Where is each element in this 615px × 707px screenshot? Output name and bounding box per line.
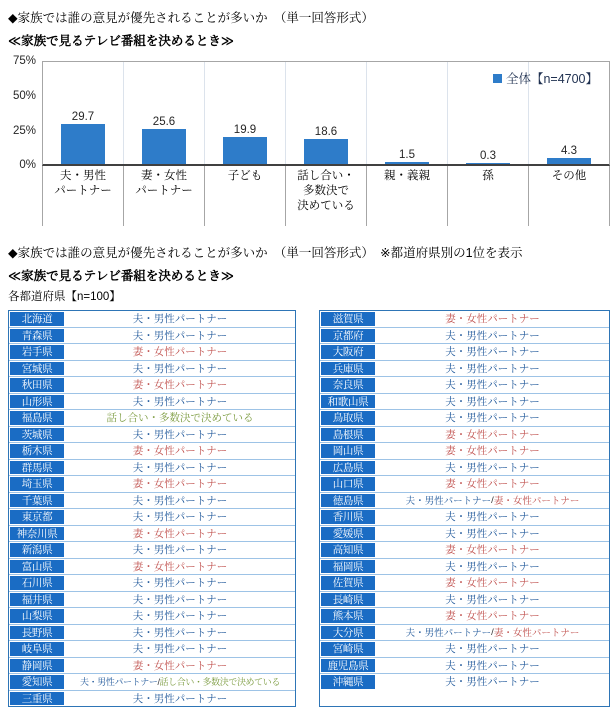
top-answer <box>376 344 609 360</box>
top-answer <box>65 427 295 443</box>
prefecture-name: 岐阜県 <box>9 641 65 657</box>
top-answer <box>65 575 295 591</box>
answer-segment: 夫・男性パートナー <box>445 412 540 425</box>
prefecture-name: 福島県 <box>9 410 65 426</box>
table-row <box>9 592 295 609</box>
table-row <box>320 394 609 411</box>
bar <box>385 162 428 164</box>
legend-label: 全体【n=4700】 <box>505 72 598 86</box>
table-row <box>9 575 295 592</box>
table-row <box>320 443 609 460</box>
answer-segment: 夫・男性パートナー <box>132 610 228 623</box>
prefecture-name: 鹿児島県 <box>320 658 376 674</box>
table-row <box>320 559 609 576</box>
table-row <box>320 674 609 690</box>
answer-segment: 妻・女性パートナー <box>132 527 228 540</box>
top-answer <box>376 427 609 443</box>
answer-segment: 夫・男性パートナー <box>405 628 492 640</box>
prefecture-name: 愛媛県 <box>320 526 376 542</box>
top-answer <box>376 493 609 509</box>
answer-segment: 夫・男性パートナー <box>132 692 228 705</box>
table-row <box>320 592 609 609</box>
prefecture-name: 岡山県 <box>320 443 376 459</box>
prefecture-name: 兵庫県 <box>320 361 376 377</box>
prefecture-name: 三重県 <box>9 691 65 707</box>
table-row <box>9 641 295 658</box>
x-axis-category-label: 子ども <box>205 166 286 226</box>
top-answer <box>376 608 609 624</box>
answer-segment: 妻・女性パートナー <box>132 379 228 392</box>
table-row <box>9 410 295 427</box>
top-answer <box>376 443 609 459</box>
table-row <box>9 377 295 394</box>
top-answer <box>65 674 295 690</box>
table-row <box>320 493 609 510</box>
chart-column <box>43 62 124 164</box>
chart-column <box>124 62 205 164</box>
answer-segment: / <box>157 676 160 687</box>
prefecture-name: 佐賀県 <box>320 575 376 591</box>
answer-segment: 夫・男性パートナー <box>132 395 228 408</box>
answer-segment: 夫・男性パートナー <box>445 395 540 408</box>
top-answer <box>65 493 295 509</box>
bar <box>142 129 185 164</box>
table-row <box>320 526 609 543</box>
table-row <box>9 674 295 691</box>
prefecture-name: 和歌山県 <box>320 394 376 410</box>
top-answer <box>376 575 609 591</box>
answer-segment: 夫・男性パートナー <box>445 346 540 359</box>
prefecture-table-left <box>8 310 296 707</box>
top-answer <box>376 625 609 641</box>
prefecture-name: 長野県 <box>9 625 65 641</box>
bar-value-label: 1.5 <box>399 149 415 161</box>
table-row <box>320 311 609 328</box>
top-answer <box>65 377 295 393</box>
table-row <box>9 394 295 411</box>
table-row <box>9 328 295 345</box>
prefecture-table-right <box>319 310 610 707</box>
top-answer <box>65 592 295 608</box>
bar <box>466 163 509 164</box>
top-answer <box>65 460 295 476</box>
top-answer <box>376 460 609 476</box>
chart-column <box>367 62 448 164</box>
top-answer <box>65 559 295 575</box>
top-answer <box>376 559 609 575</box>
table-row <box>320 377 609 394</box>
prefecture-name: 山梨県 <box>9 608 65 624</box>
top-answer <box>65 394 295 410</box>
x-axis-category-label: 親・義親 <box>367 166 448 226</box>
answer-segment: 夫・男性パートナー <box>445 511 540 524</box>
table-row <box>9 311 295 328</box>
bar-value-label: 0.3 <box>480 150 496 162</box>
top-answer <box>376 526 609 542</box>
answer-segment: / <box>491 494 494 506</box>
top-answer <box>376 328 609 344</box>
chart-legend <box>493 69 598 87</box>
x-axis-category-label: 話し合い・ 多数決で 決めている <box>286 166 367 226</box>
prefecture-name: 奈良県 <box>320 377 376 393</box>
survey-question-title-2: ◆家族では誰の意見が優先されることが多いか （単一回答形式） ※都道府県別の1位を表示 <box>8 246 523 260</box>
section2-header <box>8 243 615 304</box>
prefecture-name: 福井県 <box>9 592 65 608</box>
top-answer <box>65 361 295 377</box>
prefecture-name: 神奈川県 <box>9 526 65 542</box>
x-axis-category-label: 孫 <box>448 166 529 226</box>
prefecture-name: 埼玉県 <box>9 476 65 492</box>
prefecture-name: 青森県 <box>9 328 65 344</box>
chart-x-labels <box>42 166 610 226</box>
answer-segment: 夫・男性パートナー <box>132 511 228 524</box>
table-row <box>9 427 295 444</box>
answer-segment: 妻・女性パートナー <box>445 445 540 458</box>
answer-segment: 夫・男性パートナー <box>445 329 540 342</box>
answer-segment: 妻・女性パートナー <box>445 428 540 441</box>
prefecture-name: 静岡県 <box>9 658 65 674</box>
answer-segment: 夫・男性パートナー <box>132 329 228 342</box>
prefecture-name: 徳島県 <box>320 493 376 509</box>
answer-segment: 話し合い・多数決で決めている <box>159 677 280 688</box>
prefecture-name: 熊本県 <box>320 608 376 624</box>
table-row <box>9 493 295 510</box>
answer-segment: 夫・男性パートナー <box>132 643 228 656</box>
prefecture-name: 富山県 <box>9 559 65 575</box>
top-answer <box>376 592 609 608</box>
y-axis-tick: 25% <box>12 125 36 137</box>
prefecture-name: 愛知県 <box>9 674 65 690</box>
top-answer <box>65 328 295 344</box>
answer-segment: 夫・男性パートナー <box>445 461 540 474</box>
top-answer <box>376 476 609 492</box>
prefecture-name: 高知県 <box>320 542 376 558</box>
bar <box>304 139 347 164</box>
prefecture-name: 茨城県 <box>9 427 65 443</box>
answer-segment: 妻・女性パートナー <box>132 346 228 359</box>
table-row <box>320 460 609 477</box>
prefecture-name: 新潟県 <box>9 542 65 558</box>
table-row <box>320 575 609 592</box>
prefecture-name: 宮城県 <box>9 361 65 377</box>
table-row <box>320 509 609 526</box>
bar-value-label: 19.9 <box>233 123 257 136</box>
top-answer <box>65 443 295 459</box>
answer-segment: 夫・男性パートナー <box>445 643 540 656</box>
table-row <box>320 542 609 559</box>
y-axis-tick: 0% <box>19 159 36 171</box>
prefecture-name: 山口県 <box>320 476 376 492</box>
answer-segment: 妻・女性パートナー <box>132 560 228 573</box>
answer-segment: 夫・男性パートナー <box>132 577 228 590</box>
x-axis-category-label: 妻・女性 パートナー <box>124 166 205 226</box>
answer-segment: 話し合い・多数決で決めている <box>106 412 254 425</box>
answer-segment: 妻・女性パートナー <box>493 628 580 640</box>
answer-segment: 夫・男性パートナー <box>132 362 228 375</box>
answer-segment: 夫・男性パートナー <box>132 494 228 507</box>
top-answer <box>65 509 295 525</box>
prefecture-name: 滋賀県 <box>320 311 376 327</box>
prefecture-name: 宮崎県 <box>320 641 376 657</box>
answer-segment: 妻・女性パートナー <box>493 496 580 508</box>
table-row <box>320 608 609 625</box>
prefecture-name: 福岡県 <box>320 559 376 575</box>
top-answer <box>376 641 609 657</box>
answer-segment: 夫・男性パートナー <box>132 313 228 326</box>
table-row <box>9 559 295 576</box>
top-answer <box>376 410 609 426</box>
y-axis-tick: 50% <box>12 90 36 102</box>
answer-segment: 夫・男性パートナー <box>132 593 228 606</box>
answer-segment: 夫・男性パートナー <box>132 544 228 557</box>
top-answer <box>376 361 609 377</box>
top-answer <box>65 410 295 426</box>
y-axis-tick: 75% <box>12 55 36 67</box>
prefecture-tables <box>8 310 615 707</box>
table-row <box>320 476 609 493</box>
answer-segment: 妻・女性パートナー <box>445 313 540 326</box>
table-row <box>9 526 295 543</box>
table-row <box>9 625 295 642</box>
prefecture-name: 広島県 <box>320 460 376 476</box>
survey-topic-subtitle: ≪家族で見るテレビ番組を決めるとき≫ <box>8 34 234 48</box>
prefecture-name: 香川県 <box>320 509 376 525</box>
table-row <box>9 608 295 625</box>
top-answer <box>376 658 609 674</box>
prefecture-name: 東京都 <box>9 509 65 525</box>
prefecture-name: 北海道 <box>9 311 65 327</box>
top-answer <box>65 691 295 707</box>
table-row <box>320 410 609 427</box>
answer-segment: 夫・男性パートナー <box>445 560 540 573</box>
answer-segment: 夫・男性パートナー <box>405 496 492 508</box>
bar-chart <box>8 57 612 231</box>
answer-segment: 妻・女性パートナー <box>445 478 540 491</box>
answer-segment: 妻・女性パートナー <box>132 445 228 458</box>
table-row <box>9 361 295 378</box>
table-row <box>320 427 609 444</box>
bar <box>547 158 590 164</box>
answer-segment: 夫・男性パートナー <box>445 379 540 392</box>
bar-value-label: 4.3 <box>561 145 577 158</box>
answer-segment: 妻・女性パートナー <box>132 478 228 491</box>
x-axis-category-label: その他 <box>529 166 610 226</box>
bar-value-label: 18.6 <box>314 125 338 138</box>
table-row <box>320 658 609 675</box>
bar <box>223 137 266 164</box>
prefecture-name: 島根県 <box>320 427 376 443</box>
top-answer <box>65 641 295 657</box>
answer-segment: 妻・女性パートナー <box>445 610 540 623</box>
sample-size-label: 各都道府県【n=100】 <box>8 291 121 303</box>
top-answer <box>65 311 295 327</box>
table-row <box>9 460 295 477</box>
prefecture-name: 大阪府 <box>320 344 376 360</box>
table-row <box>9 344 295 361</box>
prefecture-name: 鳥取県 <box>320 410 376 426</box>
table-row <box>320 344 609 361</box>
top-answer <box>65 344 295 360</box>
answer-segment: 夫・男性パートナー <box>132 428 228 441</box>
answer-segment: 夫・男性パートナー <box>445 362 540 375</box>
survey-topic-subtitle-2: ≪家族で見るテレビ番組を決めるとき≫ <box>8 269 234 283</box>
prefecture-name: 大分県 <box>320 625 376 641</box>
prefecture-name: 長崎県 <box>320 592 376 608</box>
x-axis-category-label: 夫・男性 パートナー <box>42 166 124 226</box>
table-row <box>9 658 295 675</box>
table-row <box>9 443 295 460</box>
table-row <box>9 542 295 559</box>
table-row <box>320 625 609 642</box>
table-row <box>9 476 295 493</box>
prefecture-name: 群馬県 <box>9 460 65 476</box>
answer-segment: 妻・女性パートナー <box>132 659 228 672</box>
prefecture-name: 沖縄県 <box>320 674 376 690</box>
survey-question-title: ◆家族では誰の意見が優先されることが多いか （単一回答形式） <box>8 11 374 25</box>
top-answer <box>376 674 609 690</box>
legend-swatch-icon <box>493 74 502 83</box>
top-answer <box>376 394 609 410</box>
chart-column <box>286 62 367 164</box>
bar-value-label: 29.7 <box>71 110 95 123</box>
prefecture-name: 山形県 <box>9 394 65 410</box>
top-answer <box>65 608 295 624</box>
chart-column <box>205 62 286 164</box>
answer-segment: 夫・男性パートナー <box>132 461 228 474</box>
top-answer <box>376 509 609 525</box>
table-row <box>9 691 295 707</box>
prefecture-name: 岩手県 <box>9 344 65 360</box>
table-row <box>320 328 609 345</box>
top-answer <box>65 476 295 492</box>
answer-segment: 夫・男性パートナー <box>445 527 540 540</box>
answer-segment: 夫・男性パートナー <box>132 626 228 639</box>
answer-segment: 夫・男性パートナー <box>445 593 540 606</box>
table-row <box>320 361 609 378</box>
prefecture-name: 栃木県 <box>9 443 65 459</box>
top-answer <box>65 526 295 542</box>
answer-segment: 妻・女性パートナー <box>445 577 540 590</box>
bar <box>61 124 104 164</box>
prefecture-name: 京都府 <box>320 328 376 344</box>
answer-segment: / <box>491 626 494 638</box>
answer-segment: 夫・男性パートナー <box>445 676 540 689</box>
answer-segment: 夫・男性パートナー <box>80 677 158 688</box>
top-answer <box>376 377 609 393</box>
top-answer <box>376 542 609 558</box>
table-row <box>320 641 609 658</box>
answer-segment: 夫・男性パートナー <box>445 659 540 672</box>
table-row <box>9 509 295 526</box>
prefecture-name: 秋田県 <box>9 377 65 393</box>
top-answer <box>65 625 295 641</box>
prefecture-name: 石川県 <box>9 575 65 591</box>
prefecture-name: 千葉県 <box>9 493 65 509</box>
top-answer <box>65 658 295 674</box>
top-answer <box>376 311 609 327</box>
top-answer <box>65 542 295 558</box>
bar-value-label: 25.6 <box>152 116 176 129</box>
answer-segment: 妻・女性パートナー <box>445 544 540 557</box>
